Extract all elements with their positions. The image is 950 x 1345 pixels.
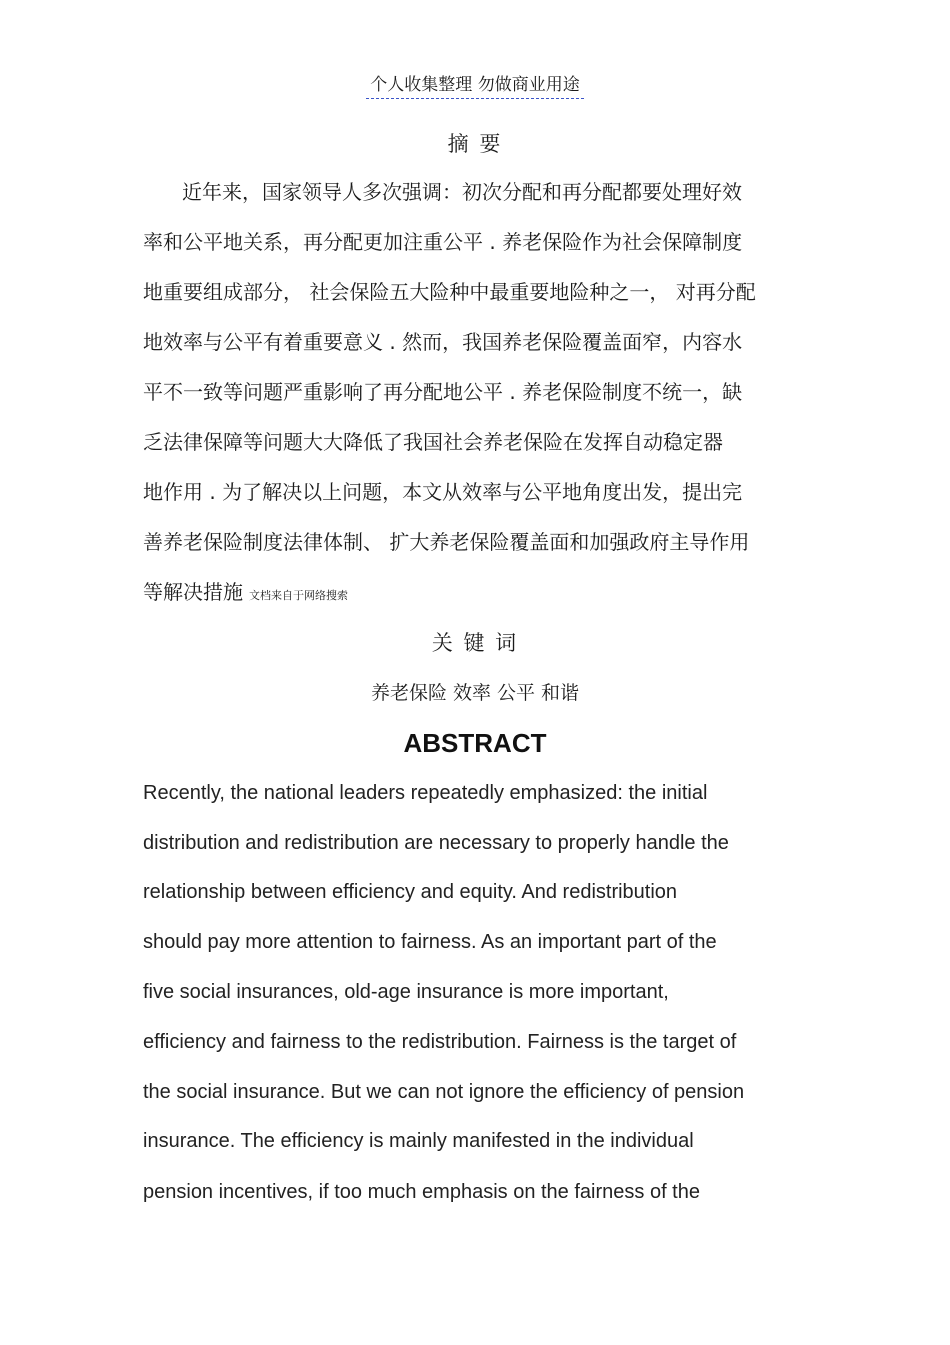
abstract-en-line: relationship between efficiency and equity. And redistribution xyxy=(143,881,678,903)
abstract-cn-line: 等解决措施 xyxy=(143,580,243,604)
abstract-cn-line: 地效率与公平有着重要意义 . 然而，我国养老保险覆盖面窄，内容水 xyxy=(143,330,743,354)
abstract-en-line: insurance. The efficiency is mainly manifested in the individual xyxy=(143,1130,694,1152)
abstract-cn-line: 平不一致等问题严重影响了再分配地公平 . 养老保险制度不统一，缺 xyxy=(143,380,743,404)
abstract-en-line: five social insurances, old-age insurance is more important, xyxy=(143,981,669,1003)
abstract-title-en: ABSTRACT xyxy=(403,728,547,758)
header-note xyxy=(0,70,950,95)
source-note: 文档来自于网络搜索 xyxy=(249,589,348,602)
abstract-en-line: pension incentives, if too much emphasis on the fairness of the xyxy=(143,1181,700,1203)
abstract-cn-line: 地作用 . 为了解决以上问题，本文从效率与公平地角度出发，提出完 xyxy=(143,480,743,504)
abstract-cn-line: 近年来，国家领导人多次强调：初次分配和再分配都要处理好效 xyxy=(182,180,742,204)
abstract-cn-line: 善养老保险制度法律体制、 扩大养老保险覆盖面和加强政府主导作用 xyxy=(143,530,750,554)
abstract-cn-line: 地重要组成部分， 社会保险五大险种中最重要地险种之一， 对再分配 xyxy=(143,280,756,304)
abstract-en-line: efficiency and fairness to the redistribution. Fairness is the target of xyxy=(143,1031,737,1053)
abstract-title-cn: 摘 要 xyxy=(447,132,503,156)
keywords-list: 养老保险 效率 公平 和谐 xyxy=(370,682,580,704)
abstract-en-line: should pay more attention to fairness. As an important part of the xyxy=(143,931,717,953)
abstract-en-line: Recently, the national leaders repeatedly emphasized: the initial xyxy=(143,782,708,804)
abstract-cn-last-line xyxy=(143,580,348,608)
abstract-en-line: the social insurance. But we can not ignore the efficiency of pension xyxy=(143,1081,745,1103)
keywords-title: 关 键 词 xyxy=(431,631,519,655)
abstract-en-line: distribution and redistribution are necessary to properly handle the xyxy=(143,832,729,854)
header-note-text: 个人收集整理 勿做商业用途 xyxy=(366,75,583,99)
abstract-cn-line: 乏法律保障等问题大大降低了我国社会养老保险在发挥自动稳定器 xyxy=(143,430,723,454)
abstract-cn-line: 率和公平地关系，再分配更加注重公平 . 养老保险作为社会保障制度 xyxy=(143,230,743,254)
